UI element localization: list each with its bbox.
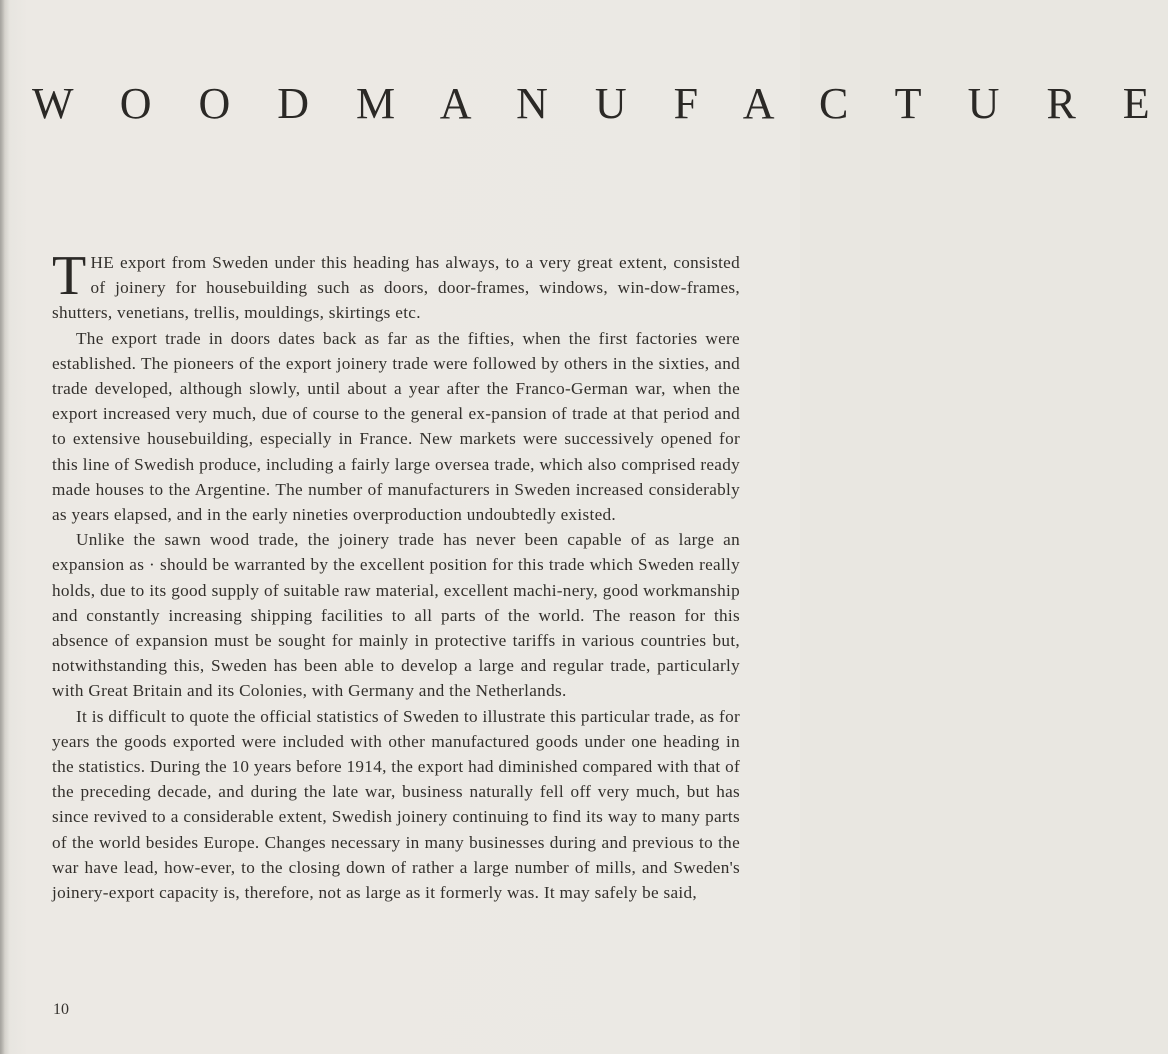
- article-paragraph: It is difficult to quote the official statistics of Sweden to illustrate this particular trade, as for years the goods exported were included with other manufactured goods under one heading in the statistics. During the 10 years before 1914, the export had diminished compared with that of the preceding decade, and during the late war, business naturally fell off very much, but has since revived to a considerable extent, Swedish joinery continuing to find its way to many parts of the world besides Europe. Changes necessary in many businesses during and previous to the war have lead, how-ever, to the closing down of rather a large number of mills, and Sweden's joinery-export capacity is, therefore, not as large as it formerly was. It may safely be said,: [52, 706, 740, 903]
- article-paragraph: [52, 245, 740, 326]
- dropcap: T: [52, 245, 87, 307]
- article-body: [52, 245, 740, 905]
- article-paragraph: The export trade in doors dates back as far as the fifties, when the first factories were established. The pioneers of the export joinery trade were followed by others in the sixties, and trade developed, although slowly, until about a year after the Franco-German war, when the export increased very much, due of course to the general ex-pansion of trade at that period and to extensive housebuilding, especially in France. New markets were successively opened for this line of Swedish produce, including a fairly large oversea trade, which also comprised ready made houses to the Argentine. The number of manufacturers in Sweden increased considerably as years elapsed, and in the early nineties overproduction undoubtedly existed.: [52, 328, 740, 525]
- page-binding-shadow: [0, 0, 10, 1054]
- paragraph-text: HE export from Sweden under this heading has always, to a very great extent, consisted of joinery for housebuilding such as doors, door-frames, windows, win-dow-frames, shutters, venetians, trellis, mouldings, skirtings etc.: [52, 253, 740, 323]
- page-number: 10: [53, 1001, 69, 1018]
- page-title: W O O D M A N U F A C T U R E: [32, 79, 1168, 129]
- article-paragraph: Unlike the sawn wood trade, the joinery trade has never been capable of as large an expansion as · should be warranted by the excellent position for this trade which Sweden really holds, due to its good supply of suitable raw material, excellent machi-nery, good workmanship and constantly increasing shipping facilities to all parts of the world. The reason for this absence of expansion must be sought for mainly in protective tariffs in various countries but, notwithstanding this, Sweden has been able to develop a large and regular trade, particularly with Great Britain and its Colonies, with Germany and the Netherlands.: [52, 530, 740, 701]
